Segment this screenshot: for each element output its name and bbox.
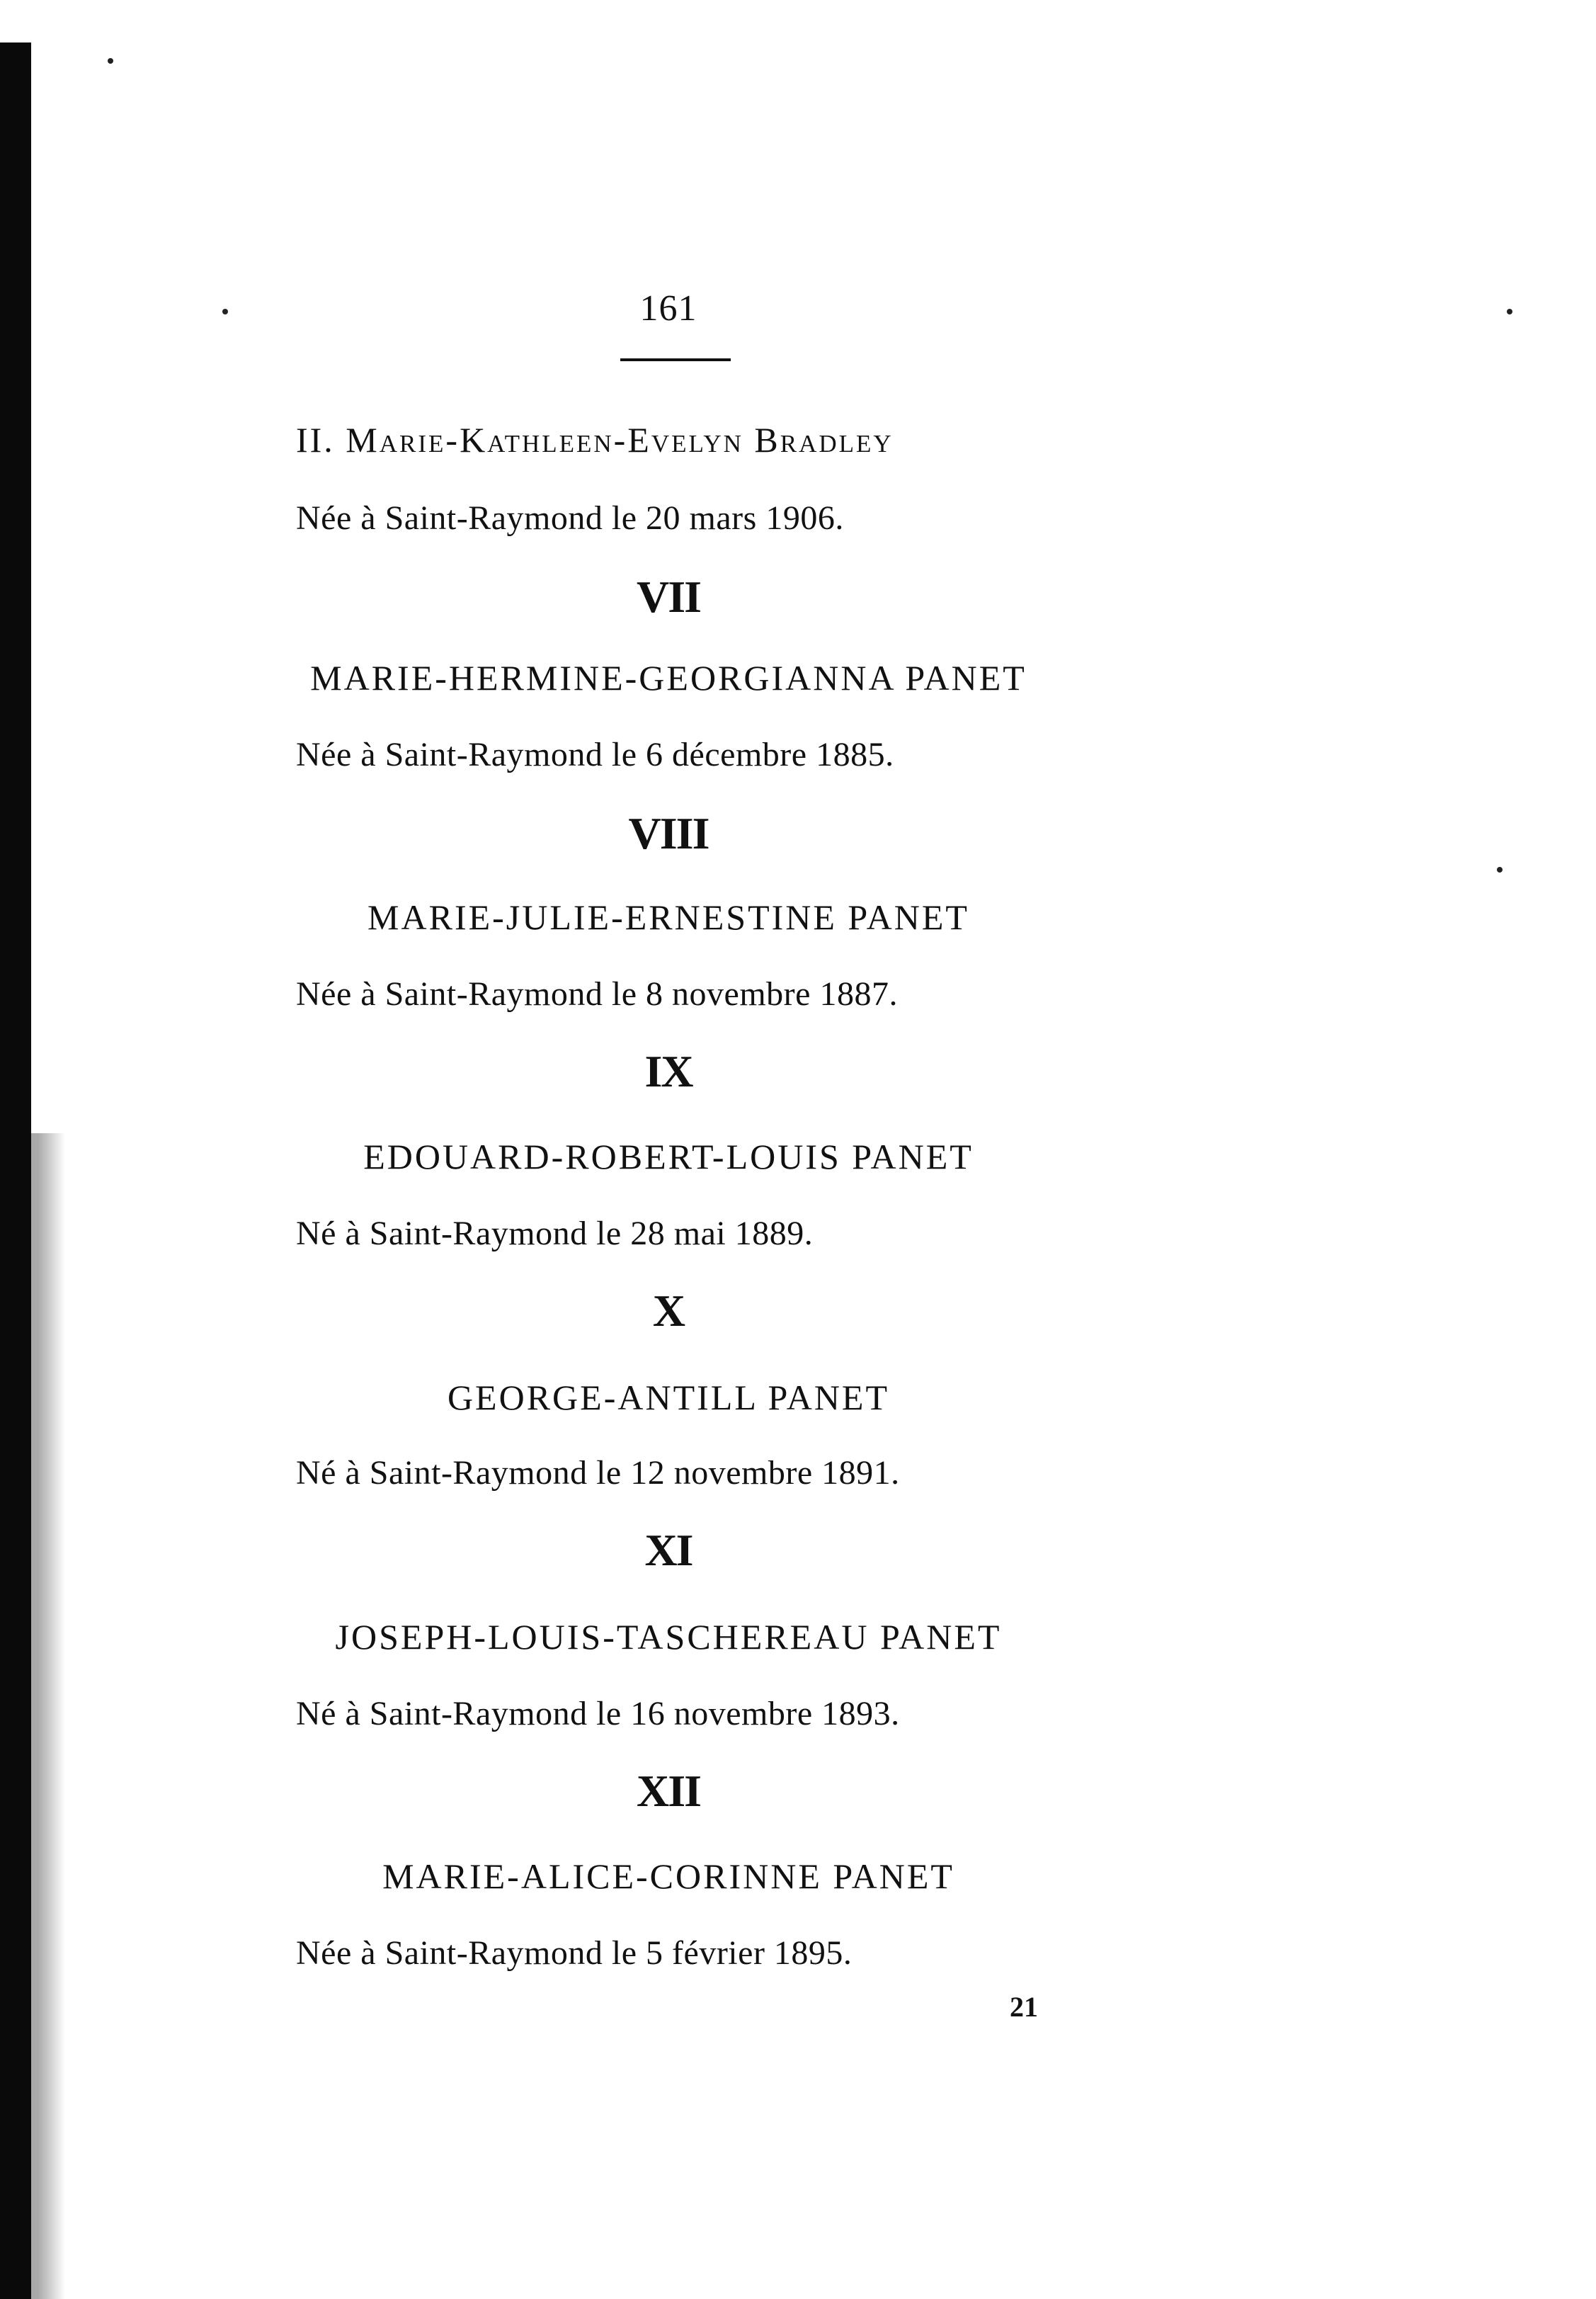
- section-numeral-viii: VIII: [628, 808, 709, 858]
- entry-birth-marie-julie: Née à Saint-Raymond le 8 novembre 1887.: [296, 975, 898, 1013]
- entry-heading-bradley: II. Marie-Kathleen-Evelyn Bradley: [296, 420, 894, 460]
- entry-heading-edouard: EDOUARD-ROBERT-LOUIS PANET: [363, 1137, 974, 1176]
- printer-signature-mark: 21: [1010, 1991, 1038, 2023]
- entry-heading-marie-alice: MARIE-ALICE-CORINNE PANET: [382, 1856, 954, 1896]
- page-number-rule: [620, 358, 731, 361]
- scan-speck: [1497, 867, 1503, 873]
- section-numeral-ix: IX: [644, 1046, 692, 1096]
- section-numeral-vii: VII: [636, 572, 701, 622]
- entry-heading-joseph: JOSEPH-LOUIS-TASCHEREAU PANET: [335, 1617, 1002, 1657]
- section-numeral-xii: XII: [636, 1766, 701, 1816]
- entry-birth-marie-alice: Née à Saint-Raymond le 5 février 1895.: [296, 1934, 853, 1972]
- page-number: 161: [639, 288, 697, 329]
- entry-heading-marie-hermine: MARIE-HERMINE-GEORGIANNA PANET: [310, 658, 1027, 698]
- entry-heading-marie-julie: MARIE-JULIE-ERNESTINE PANET: [367, 897, 969, 937]
- scan-speck: [1507, 309, 1512, 314]
- entry-birth-bradley: Née à Saint-Raymond le 20 mars 1906.: [296, 499, 844, 537]
- entry-birth-edouard: Né à Saint-Raymond le 28 mai 1889.: [296, 1215, 814, 1252]
- section-numeral-xi: XI: [644, 1525, 692, 1575]
- scan-speck: [108, 58, 113, 64]
- entry-birth-joseph: Né à Saint-Raymond le 16 novembre 1893.: [296, 1695, 900, 1732]
- section-numeral-x: X: [652, 1285, 685, 1336]
- entry-birth-george: Né à Saint-Raymond le 12 novembre 1891.: [296, 1454, 900, 1492]
- entry-heading-george: GEORGE-ANTILL PANET: [447, 1378, 890, 1417]
- entry-birth-marie-hermine: Née à Saint-Raymond le 6 décembre 1885.: [296, 736, 894, 773]
